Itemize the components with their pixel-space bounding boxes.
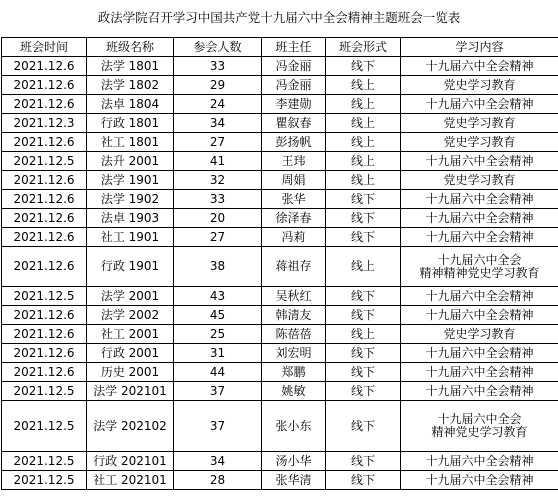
cell-attendees: 25 <box>174 325 262 344</box>
cell-attendees: 33 <box>174 57 262 76</box>
table-row <box>2 209 558 228</box>
cell-time: 2021.12.6 <box>2 171 87 190</box>
cell-content: 十九届六中全会精神 <box>401 95 558 114</box>
cell-time: 2021.12.5 <box>2 152 87 171</box>
cell-class: 法学 1801 <box>87 57 174 76</box>
cell-class: 社工 1801 <box>87 133 174 152</box>
cell-format: 线下 <box>326 452 401 471</box>
cell-class: 法学 202102 <box>87 401 174 452</box>
table-row <box>2 76 558 95</box>
cell-teacher: 刘宏明 <box>262 344 326 363</box>
cell-content: 十九届六中全会精神 <box>401 344 558 363</box>
cell-content: 十九届六中全会精神 <box>401 57 558 76</box>
cell-attendees: 27 <box>174 228 262 247</box>
cell-attendees: 43 <box>174 287 262 306</box>
cell-teacher: 彭扬帆 <box>262 133 326 152</box>
cell-format: 线上 <box>326 325 401 344</box>
column-header-teacher: 班主任 <box>262 38 326 57</box>
cell-time: 2021.12.5 <box>2 452 87 471</box>
table-row <box>2 190 558 209</box>
cell-time: 2021.12.6 <box>2 306 87 325</box>
table-row <box>2 57 558 76</box>
cell-format: 线上 <box>326 114 401 133</box>
cell-attendees: 24 <box>174 95 262 114</box>
cell-time: 2021.12.5 <box>2 382 87 401</box>
cell-content: 十九届六中全会 精神精神党史学习教育 <box>401 247 558 287</box>
cell-time: 2021.12.6 <box>2 363 87 382</box>
cell-class: 社工 2001 <box>87 325 174 344</box>
cell-content: 十九届六中全会精神 <box>401 287 558 306</box>
cell-class: 法卓 1903 <box>87 209 174 228</box>
cell-time: 2021.12.5 <box>2 471 87 490</box>
table-row <box>2 325 558 344</box>
cell-format: 线下 <box>326 306 401 325</box>
cell-class: 行政 202101 <box>87 452 174 471</box>
cell-attendees: 29 <box>174 76 262 95</box>
cell-attendees: 32 <box>174 171 262 190</box>
cell-format: 线下 <box>326 471 401 490</box>
cell-content: 党史学习教育 <box>401 171 558 190</box>
cell-content: 十九届六中全会精神 <box>401 190 558 209</box>
sheet-title: 政法学院召开学习中国共产党十九届六中全会精神主题班会一览表 <box>97 10 461 25</box>
table-row <box>2 452 558 471</box>
table-row <box>2 95 558 114</box>
cell-class: 社工 202101 <box>87 471 174 490</box>
column-header-attendees: 参会人数 <box>174 38 262 57</box>
cell-attendees: 33 <box>174 190 262 209</box>
cell-class: 法学 202101 <box>87 382 174 401</box>
cell-format: 线下 <box>326 190 401 209</box>
cell-format: 线上 <box>326 247 401 287</box>
cell-teacher: 瞿叙春 <box>262 114 326 133</box>
table-row <box>2 382 558 401</box>
cell-format: 线上 <box>326 171 401 190</box>
cell-time: 2021.12.6 <box>2 209 87 228</box>
cell-content: 十九届六中全会精神 <box>401 152 558 171</box>
cell-format: 线下 <box>326 344 401 363</box>
cell-content: 十九届六中全会精神 <box>401 306 558 325</box>
cell-teacher: 王玮 <box>262 152 326 171</box>
cell-format: 线下 <box>326 228 401 247</box>
cell-teacher: 蒋祖存 <box>262 247 326 287</box>
cell-class: 行政 1901 <box>87 247 174 287</box>
cell-class: 法学 1901 <box>87 171 174 190</box>
table-row <box>2 363 558 382</box>
column-header-time: 班会时间 <box>2 38 87 57</box>
table-row <box>2 114 558 133</box>
cell-time: 2021.12.6 <box>2 228 87 247</box>
cell-content: 十九届六中全会精神 <box>401 452 558 471</box>
cell-attendees: 44 <box>174 363 262 382</box>
table-row <box>2 247 558 287</box>
cell-content: 十九届六中全会精神 <box>401 363 558 382</box>
cell-format: 线上 <box>326 76 401 95</box>
table-row <box>2 306 558 325</box>
column-header-class: 班级名称 <box>87 38 174 57</box>
cell-class: 法学 2002 <box>87 306 174 325</box>
cell-format: 线上 <box>326 152 401 171</box>
cell-format: 线上 <box>326 95 401 114</box>
cell-teacher: 韩清友 <box>262 306 326 325</box>
table-row <box>2 401 558 452</box>
cell-time: 2021.12.5 <box>2 287 87 306</box>
cell-class: 法学 2001 <box>87 287 174 306</box>
cell-teacher: 冯金丽 <box>262 76 326 95</box>
cell-time: 2021.12.6 <box>2 344 87 363</box>
header-row <box>2 38 558 57</box>
cell-content: 十九届六中全会 精神党史学习教育 <box>401 401 558 452</box>
cell-time: 2021.12.6 <box>2 133 87 152</box>
cell-teacher: 张华清 <box>262 471 326 490</box>
cell-time: 2021.12.6 <box>2 190 87 209</box>
cell-teacher: 李建勋 <box>262 95 326 114</box>
cell-format: 线下 <box>326 363 401 382</box>
cell-class: 历史 2001 <box>87 363 174 382</box>
cell-teacher: 冯金丽 <box>262 57 326 76</box>
column-header-content: 学习内容 <box>401 38 558 57</box>
cell-teacher: 张小东 <box>262 401 326 452</box>
cell-attendees: 45 <box>174 306 262 325</box>
cell-attendees: 37 <box>174 382 262 401</box>
cell-format: 线下 <box>326 57 401 76</box>
cell-content: 十九届六中全会精神 <box>401 228 558 247</box>
cell-format: 线下 <box>326 382 401 401</box>
cell-attendees: 27 <box>174 133 262 152</box>
cell-teacher: 冯莉 <box>262 228 326 247</box>
cell-attendees: 20 <box>174 209 262 228</box>
cell-time: 2021.12.6 <box>2 57 87 76</box>
cell-attendees: 34 <box>174 114 262 133</box>
cell-format: 线上 <box>326 133 401 152</box>
cell-teacher: 吴秋红 <box>262 287 326 306</box>
cell-content: 党史学习教育 <box>401 325 558 344</box>
meeting-table <box>1 37 558 490</box>
cell-teacher: 周娟 <box>262 171 326 190</box>
cell-class: 法卓 1804 <box>87 95 174 114</box>
cell-attendees: 41 <box>174 152 262 171</box>
cell-content: 十九届六中全会精神 <box>401 471 558 490</box>
cell-format: 线下 <box>326 287 401 306</box>
cell-teacher: 张华 <box>262 190 326 209</box>
cell-teacher: 郑鹏 <box>262 363 326 382</box>
cell-content: 十九届六中全会精神 <box>401 209 558 228</box>
cell-attendees: 31 <box>174 344 262 363</box>
cell-time: 2021.12.3 <box>2 114 87 133</box>
cell-attendees: 34 <box>174 452 262 471</box>
cell-class: 行政 1801 <box>87 114 174 133</box>
cell-time: 2021.12.6 <box>2 325 87 344</box>
cell-time: 2021.12.6 <box>2 76 87 95</box>
table-row <box>2 133 558 152</box>
cell-class: 法升 2001 <box>87 152 174 171</box>
cell-teacher: 陈蓓蓓 <box>262 325 326 344</box>
cell-attendees: 38 <box>174 247 262 287</box>
cell-class: 法学 1802 <box>87 76 174 95</box>
table-row <box>2 228 558 247</box>
cell-class: 社工 1901 <box>87 228 174 247</box>
cell-class: 行政 2001 <box>87 344 174 363</box>
cell-format: 线下 <box>326 401 401 452</box>
column-header-format: 班会形式 <box>326 38 401 57</box>
cell-time: 2021.12.6 <box>2 247 87 287</box>
cell-time: 2021.12.6 <box>2 95 87 114</box>
cell-content: 党史学习教育 <box>401 114 558 133</box>
table-row <box>2 152 558 171</box>
cell-attendees: 28 <box>174 471 262 490</box>
table-row <box>2 171 558 190</box>
cell-class: 法学 1902 <box>87 190 174 209</box>
cell-attendees: 37 <box>174 401 262 452</box>
cell-time: 2021.12.5 <box>2 401 87 452</box>
table-row <box>2 344 558 363</box>
table-row <box>2 287 558 306</box>
cell-format: 线下 <box>326 209 401 228</box>
table-row <box>2 471 558 490</box>
cell-content: 党史学习教育 <box>401 133 558 152</box>
cell-content: 党史学习教育 <box>401 76 558 95</box>
cell-content: 十九届六中全会精神 <box>401 382 558 401</box>
cell-teacher: 徐泽春 <box>262 209 326 228</box>
cell-teacher: 姚敏 <box>262 382 326 401</box>
cell-teacher: 汤小华 <box>262 452 326 471</box>
